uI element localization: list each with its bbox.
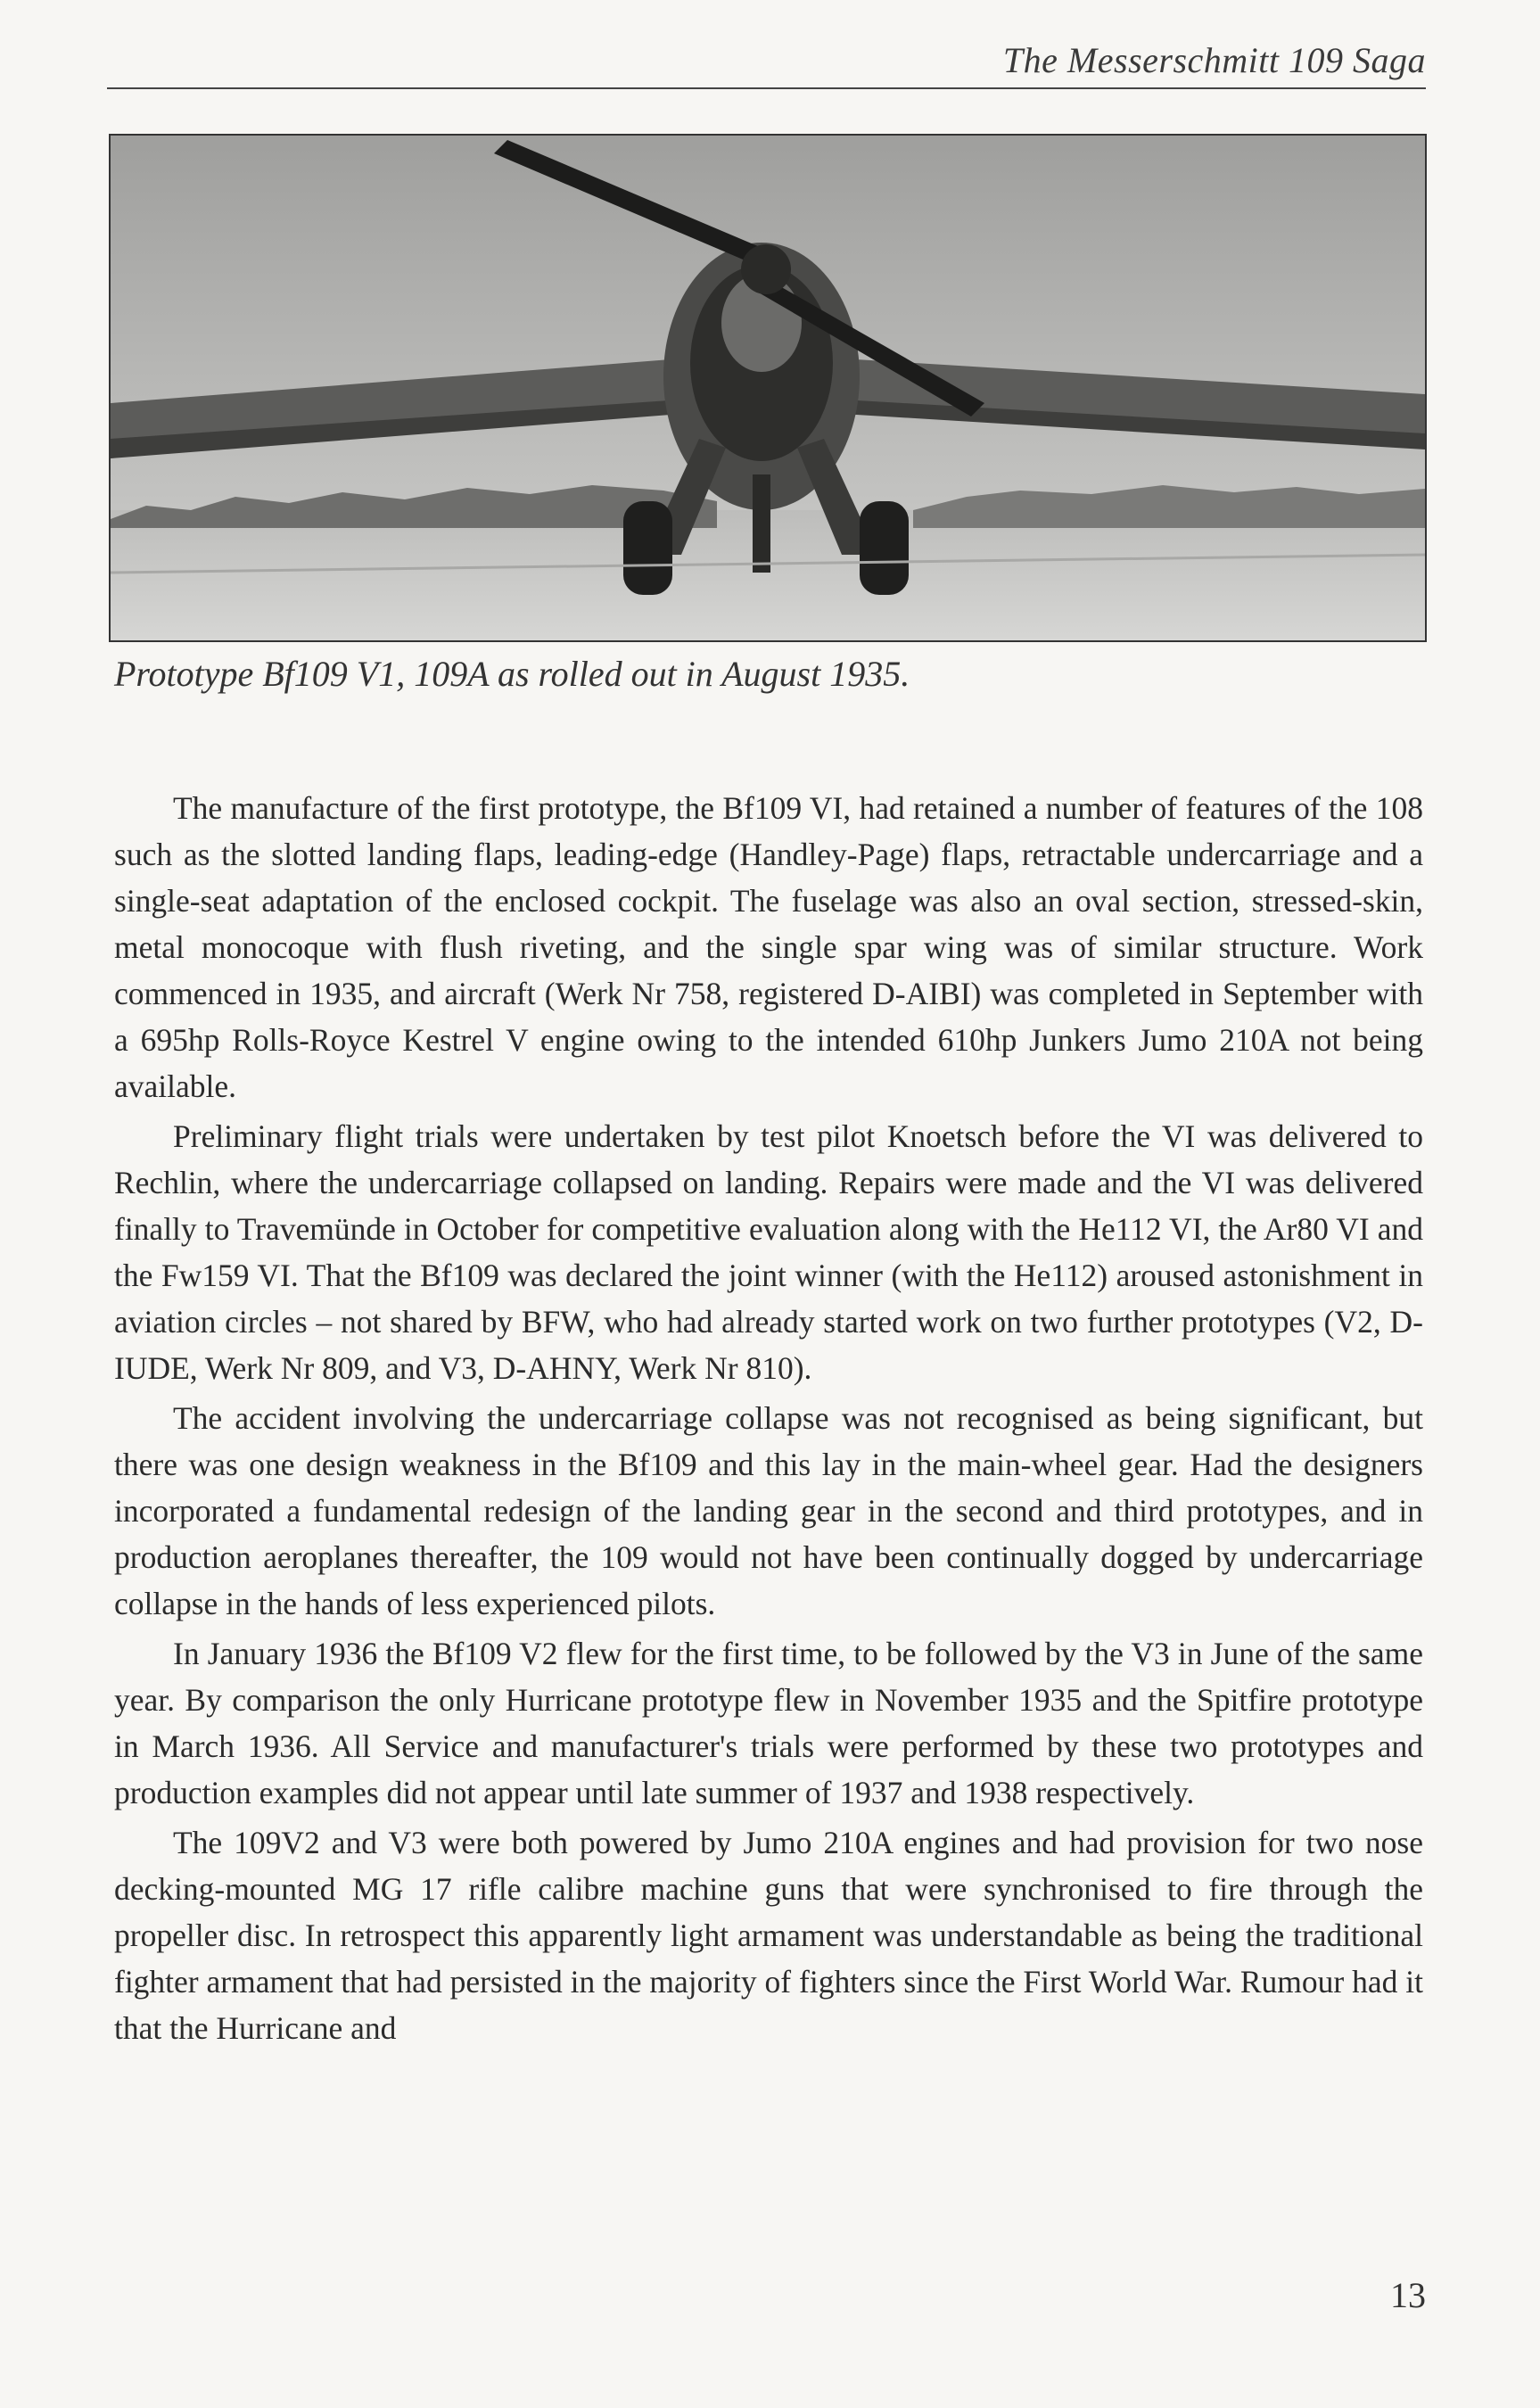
paragraph: The manufacture of the first prototype, the Bf109 VI, had retained a number of features of the 108 such as the slotted landing flaps, leading-edge (Handley-Page) flaps, retractable undercarriage and a single-seat adaptation of the enclosed cockpit. The fuselage was also an oval section, stressed-skin, metal monocoque with flush riveting, and the single spar wing was of similar structure. Work commenced in 1935, and aircraft (Werk Nr 758, registered D-AIBI) was completed in September with a 695hp Rolls-Royce Kestrel V engine owing to the intended 610hp Junkers Jumo 210A not being available. bbox=[114, 790, 1423, 1104]
paragraph: The 109V2 and V3 were both powered by Jumo 210A engines and had provision for two nose decking-mounted MG 17 rifle calibre machine guns that were synchronised to fire through the propeller disc. In retrospect this apparently light armament was understandable as being the traditional fighter armament that had persisted in the majority of fighters since the First World War. Rumour had it that the Hurricane and bbox=[114, 1825, 1423, 2046]
page-number: 13 bbox=[1390, 2275, 1426, 2315]
aircraft-photo bbox=[109, 134, 1427, 642]
header-rule bbox=[107, 87, 1426, 89]
running-head: The Messerschmitt 109 Saga bbox=[1002, 40, 1426, 80]
paragraph: Preliminary flight trials were undertaken by test pilot Knoetsch before the VI was delivered to Rechlin, where the undercarriage collapsed on landing. Repairs were made and the VI was delivered finally to Travemünde in October for competitive evaluation along with the He112 VI, the Ar80 VI and the Fw159 VI. That the Bf109 was declared the joint winner (with the He112) aroused astonishment in aviation circles – not shared by BFW, who had already started work on two further prototypes (V2, D-IUDE, Werk Nr 809, and V3, D-AHNY, Werk Nr 810). bbox=[114, 1118, 1423, 1386]
paragraph: The accident involving the undercarriage collapse was not recognised as being significant, but there was one design weakness in the Bf109 and this lay in the main-wheel gear. Had the designers incorporated a fundamental redesign of the landing gear in the second and third prototypes, and in production aeroplanes thereafter, the 109 would not have been continually dogged by undercarriage collapse in the hands of less experienced pilots. bbox=[114, 1400, 1423, 1621]
body-text bbox=[114, 785, 1423, 2055]
paragraph: In January 1936 the Bf109 V2 flew for the first time, to be followed by the V3 in June of the same year. By comparison the only Hurricane prototype flew in November 1935 and the Spitfire prototype in March 1936. All Service and manufacturer's trials were performed by these two prototypes and production examples did not appear until late summer of 1937 and 1938 respectively. bbox=[114, 1636, 1423, 1810]
figure-caption: Prototype Bf109 V1, 109A as rolled out in August 1935. bbox=[114, 654, 910, 694]
